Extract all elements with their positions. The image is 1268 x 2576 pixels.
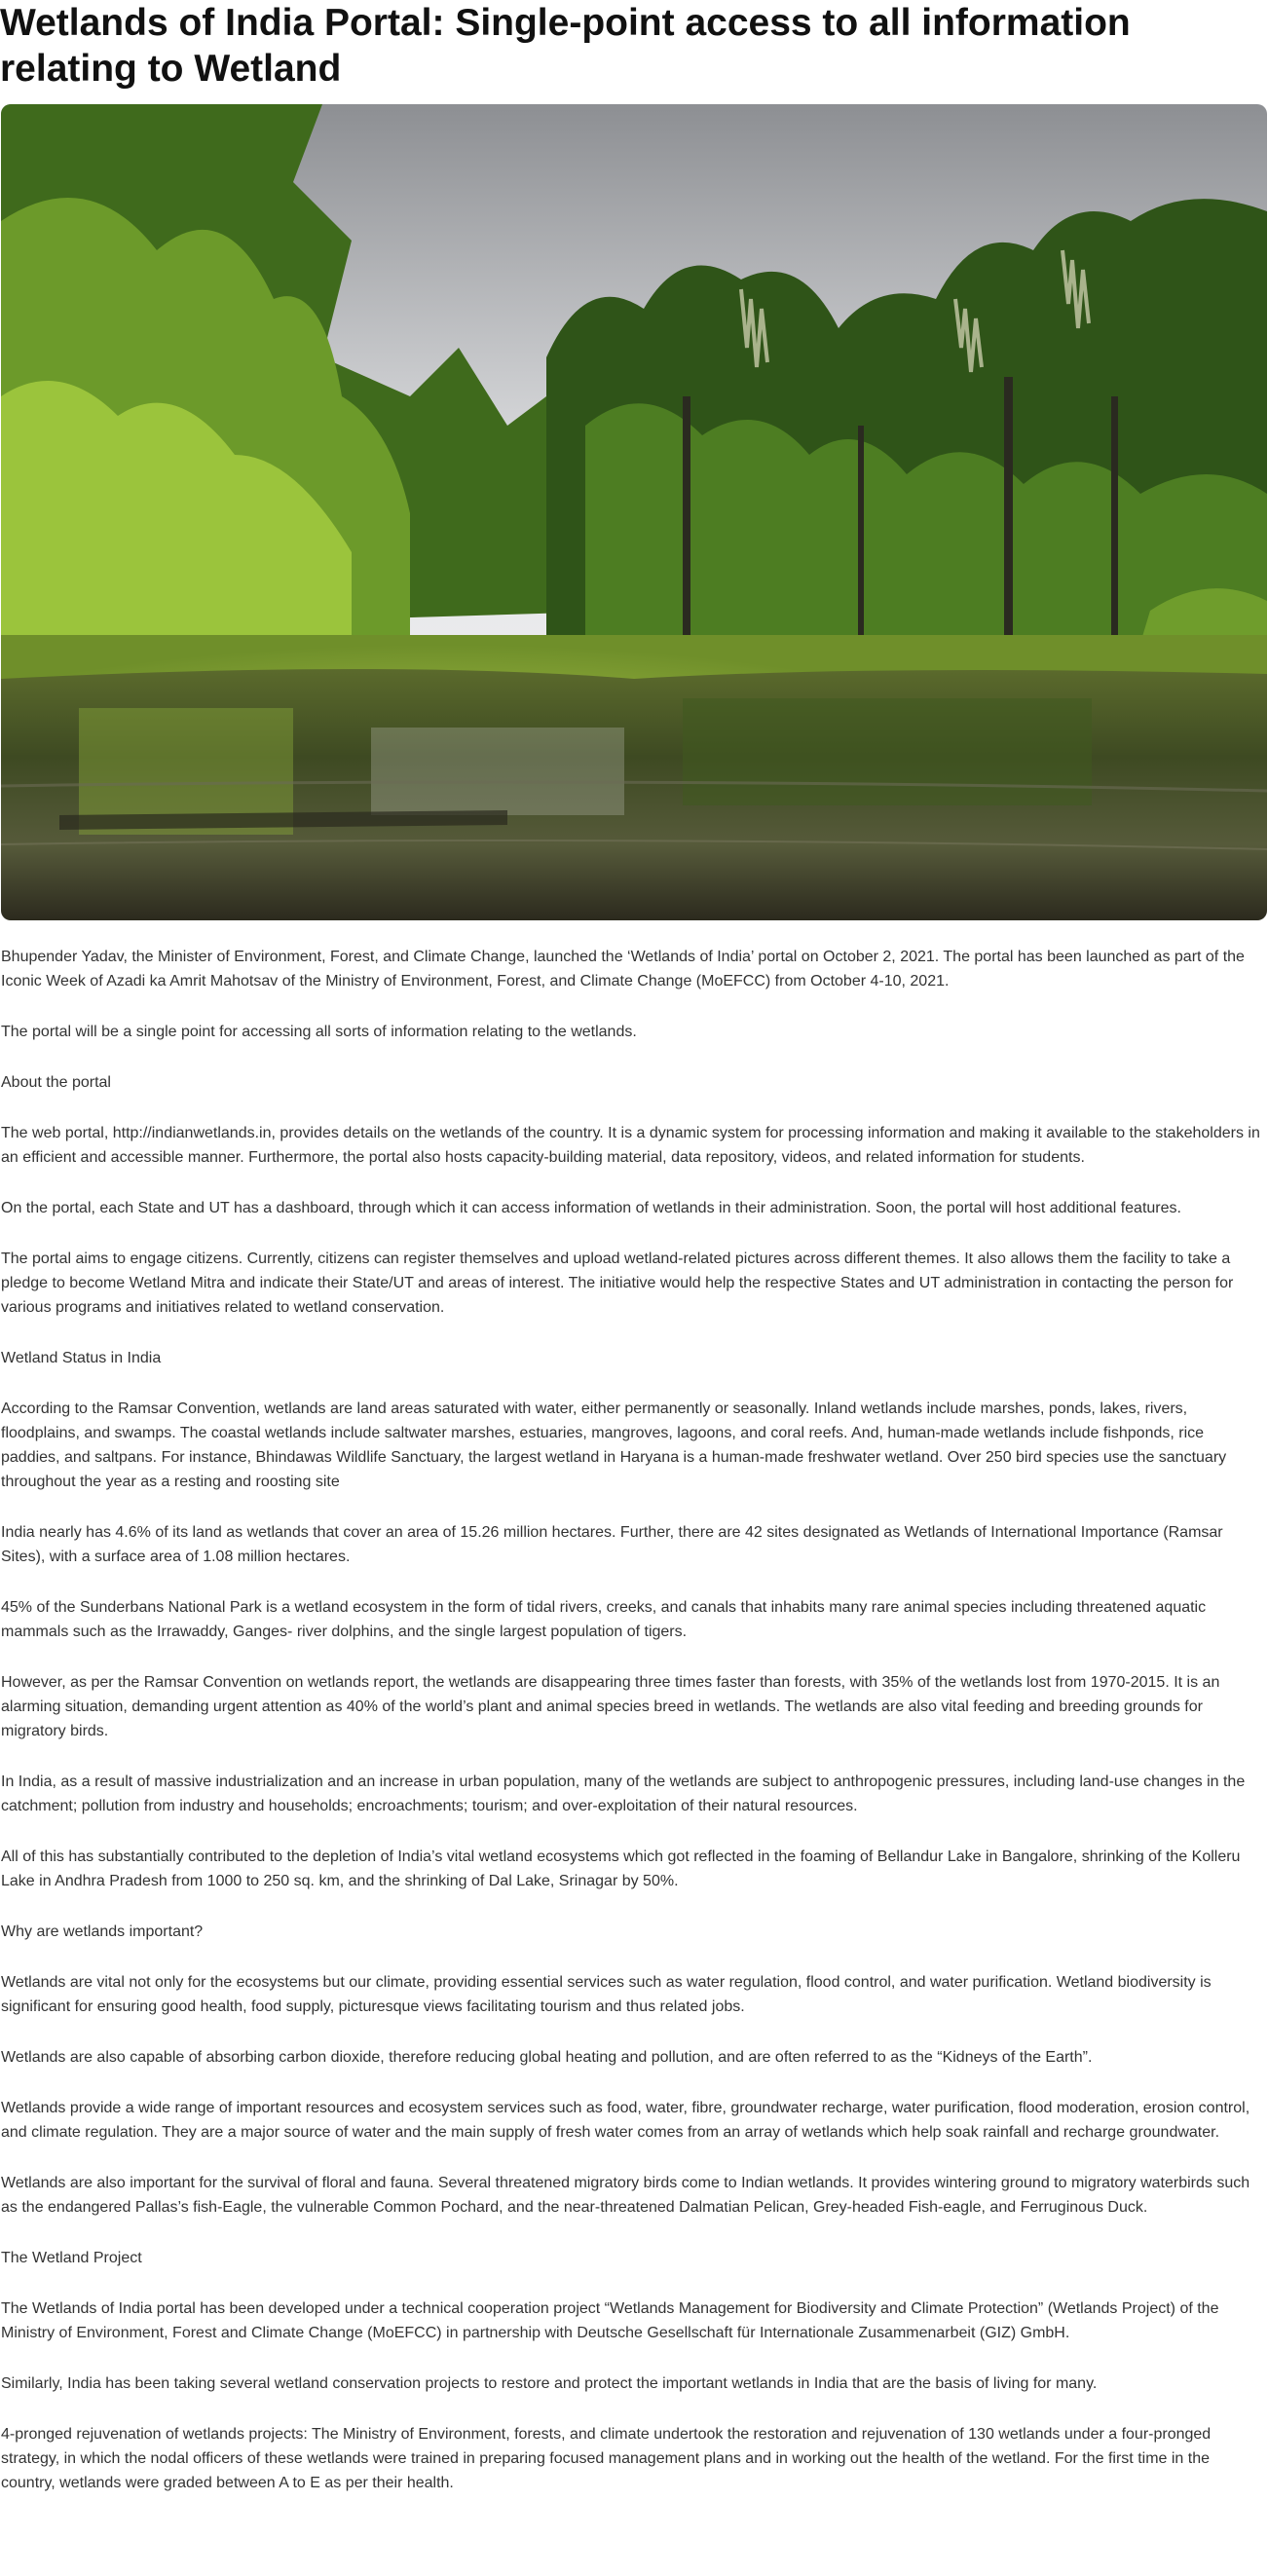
paragraph: Wetlands are also important for the survival of floral and fauna. Several threatened migratory birds come to Indian wetlands. It provides wintering ground to migratory waterbirds such as the endangered Pallas’s fish-Eagle, the vulnerable Common Pochard, and the near-threatened Dalmatian Pelican, Grey-headed Fish-eagle, and Ferruginous Duck. (1, 2175, 1250, 2216)
section-heading-about-portal: About the portal (1, 1074, 111, 1091)
paragraph: The web portal, http://indianwetlands.in, provides details on the wetlands of the country. It is a dynamic system for processing information and making it available to the stakeholders in an efficient and accessible manner. Furthermore, the portal also hosts capacity-building material, data repository, videos, and related information for students. (1, 1125, 1260, 1166)
paragraph: In India, as a result of massive industrialization and an increase in urban population, many of the wetlands are subject to anthropogenic pressures, including land-use changes in the catchment; pollution from industry and households; encroachments; tourism; and over-exploitation of their natural resources. (1, 1773, 1246, 1814)
paragraph: On the portal, each State and UT has a dashboard, through which it can access information of wetlands in their administration. Soon, the portal will host additional features. (1, 1200, 1181, 1216)
paragraph: The Wetlands of India portal has been developed under a technical cooperation project “Wetlands Management for Biodiversity and Climate Protection” (Wetlands Project) of the Ministry of Environment, Forest and Climate Change (MoEFCC) in partnership with Deutsche Gesellschaft für Internationale Zusammenarbeit (GIZ) GmbH. (1, 2300, 1219, 2341)
paragraph: However, as per the Ramsar Convention on wetlands report, the wetlands are disappearing three times faster than forests, with 35% of the wetlands lost from 1970-2015. It is an alarming situation, demanding urgent attention as 40% of the world’s plant and animal species breed in wetlands. The wetlands are also vital feeding and breeding grounds for migratory birds. (1, 1674, 1220, 1739)
paragraph: All of this has substantially contributed to the depletion of India’s vital wetland ecosystems which got reflected in the foaming of Bellandur Lake in Bangalore, shrinking of the Kolleru Lake in Andhra Pradesh from 1000 to 250 sq. km, and the shrinking of Dal Lake, Srinagar by 50%. (1, 1848, 1241, 1889)
wetland-photo-icon (1, 104, 1267, 920)
section-heading-why-important: Why are wetlands important? (1, 1923, 204, 1940)
paragraph: Wetlands are vital not only for the ecosystems but our climate, providing essential services such as water regulation, flood control, and water purification. Wetland biodiversity is significant for ensuring good health, food supply, picturesque views facilitating tourism and thus related jobs. (1, 1974, 1212, 2015)
paragraph: 45% of the Sunderbans National Park is a wetland ecosystem in the form of tidal rivers, creeks, and canals that inhabits many rare animal species including threatened aquatic mammals such as the Irrawaddy, Ganges- river dolphins, and the single largest population of tigers. (1, 1599, 1207, 1640)
paragraph: Wetlands are also capable of absorbing carbon dioxide, therefore reducing global heating and pollution, and are often referred to as the “Kidneys of the Earth”. (1, 2049, 1093, 2066)
paragraph: India nearly has 4.6% of its land as wetlands that cover an area of 15.26 million hectares. Further, there are 42 sites designated as Wetlands of International Importance (Ramsar Sites), with a surface area of 1.08 million hectares. (1, 1524, 1223, 1565)
section-heading-wetland-status: Wetland Status in India (1, 1350, 162, 1366)
intro-paragraph: Bhupender Yadav, the Minister of Environment, Forest, and Climate Change, launched the ‘Wetlands of India’ portal on October 2, 2021. The portal has been launched as part of the Iconic Week of Azadi ka Amrit Mahotsav of the Ministry of Environment, Forest, and Climate Change (MoEFCC) from October 4-10, 2021. (1, 949, 1245, 989)
paragraph: According to the Ramsar Convention, wetlands are land areas saturated with water, either permanently or seasonally. Inland wetlands include marshes, ponds, lakes, rivers, floodplains, and swamps. The coastal wetlands include saltwater marshes, estuaries, mangroves, lagoons, and coral reefs. And, human-made wetlands include fishponds, rice paddies, and saltpans. For instance, Bhindawas Wildlife Sanctuary, the largest wetland in Haryana is a human-made freshwater wetland. Over 250 bird species use the sanctuary throughout the year as a resting and roosting site (1, 1400, 1227, 1490)
paragraph: Wetlands provide a wide range of important resources and ecosystem services such as food, water, fibre, groundwater recharge, water purification, flood moderation, erosion control, and climate regulation. They are a major source of water and the main supply of fresh water comes from an array of wetlands which help soak rainfall and recharge groundwater. (1, 2100, 1250, 2141)
article-body (1, 945, 1265, 2521)
paragraph: 4-pronged rejuvenation of wetlands projects: The Ministry of Environment, forests, and climate undertook the restoration and rejuvenation of 130 wetlands under a four-pronged strategy, in which the nodal officers of these wetlands were trained in preparing focused management plans and in working out the health of the wetland. For the first time in the country, wetlands were graded between A to E as per their health. (1, 2426, 1212, 2491)
page-title: Wetlands of India Portal: Single-point access to all information relating to Wetland (0, 2, 1131, 90)
paragraph: Similarly, India has been taking several wetland conservation projects to restore and protect the important wetlands in India that are the basis of living for many. (1, 2375, 1098, 2392)
section-heading-wetland-project: The Wetland Project (1, 2250, 142, 2266)
hero-image (1, 104, 1267, 920)
paragraph: The portal will be a single point for accessing all sorts of information relating to the wetlands. (1, 1024, 637, 1040)
paragraph: The portal aims to engage citizens. Currently, citizens can register themselves and upload wetland-related pictures across different themes. It also allows them the facility to take a pledge to become Wetland Mitra and indicate their State/UT and areas of interest. The initiative would help the respective States and UT administration in contacting the person for various programs and initiatives related to wetland conservation. (1, 1251, 1234, 1316)
